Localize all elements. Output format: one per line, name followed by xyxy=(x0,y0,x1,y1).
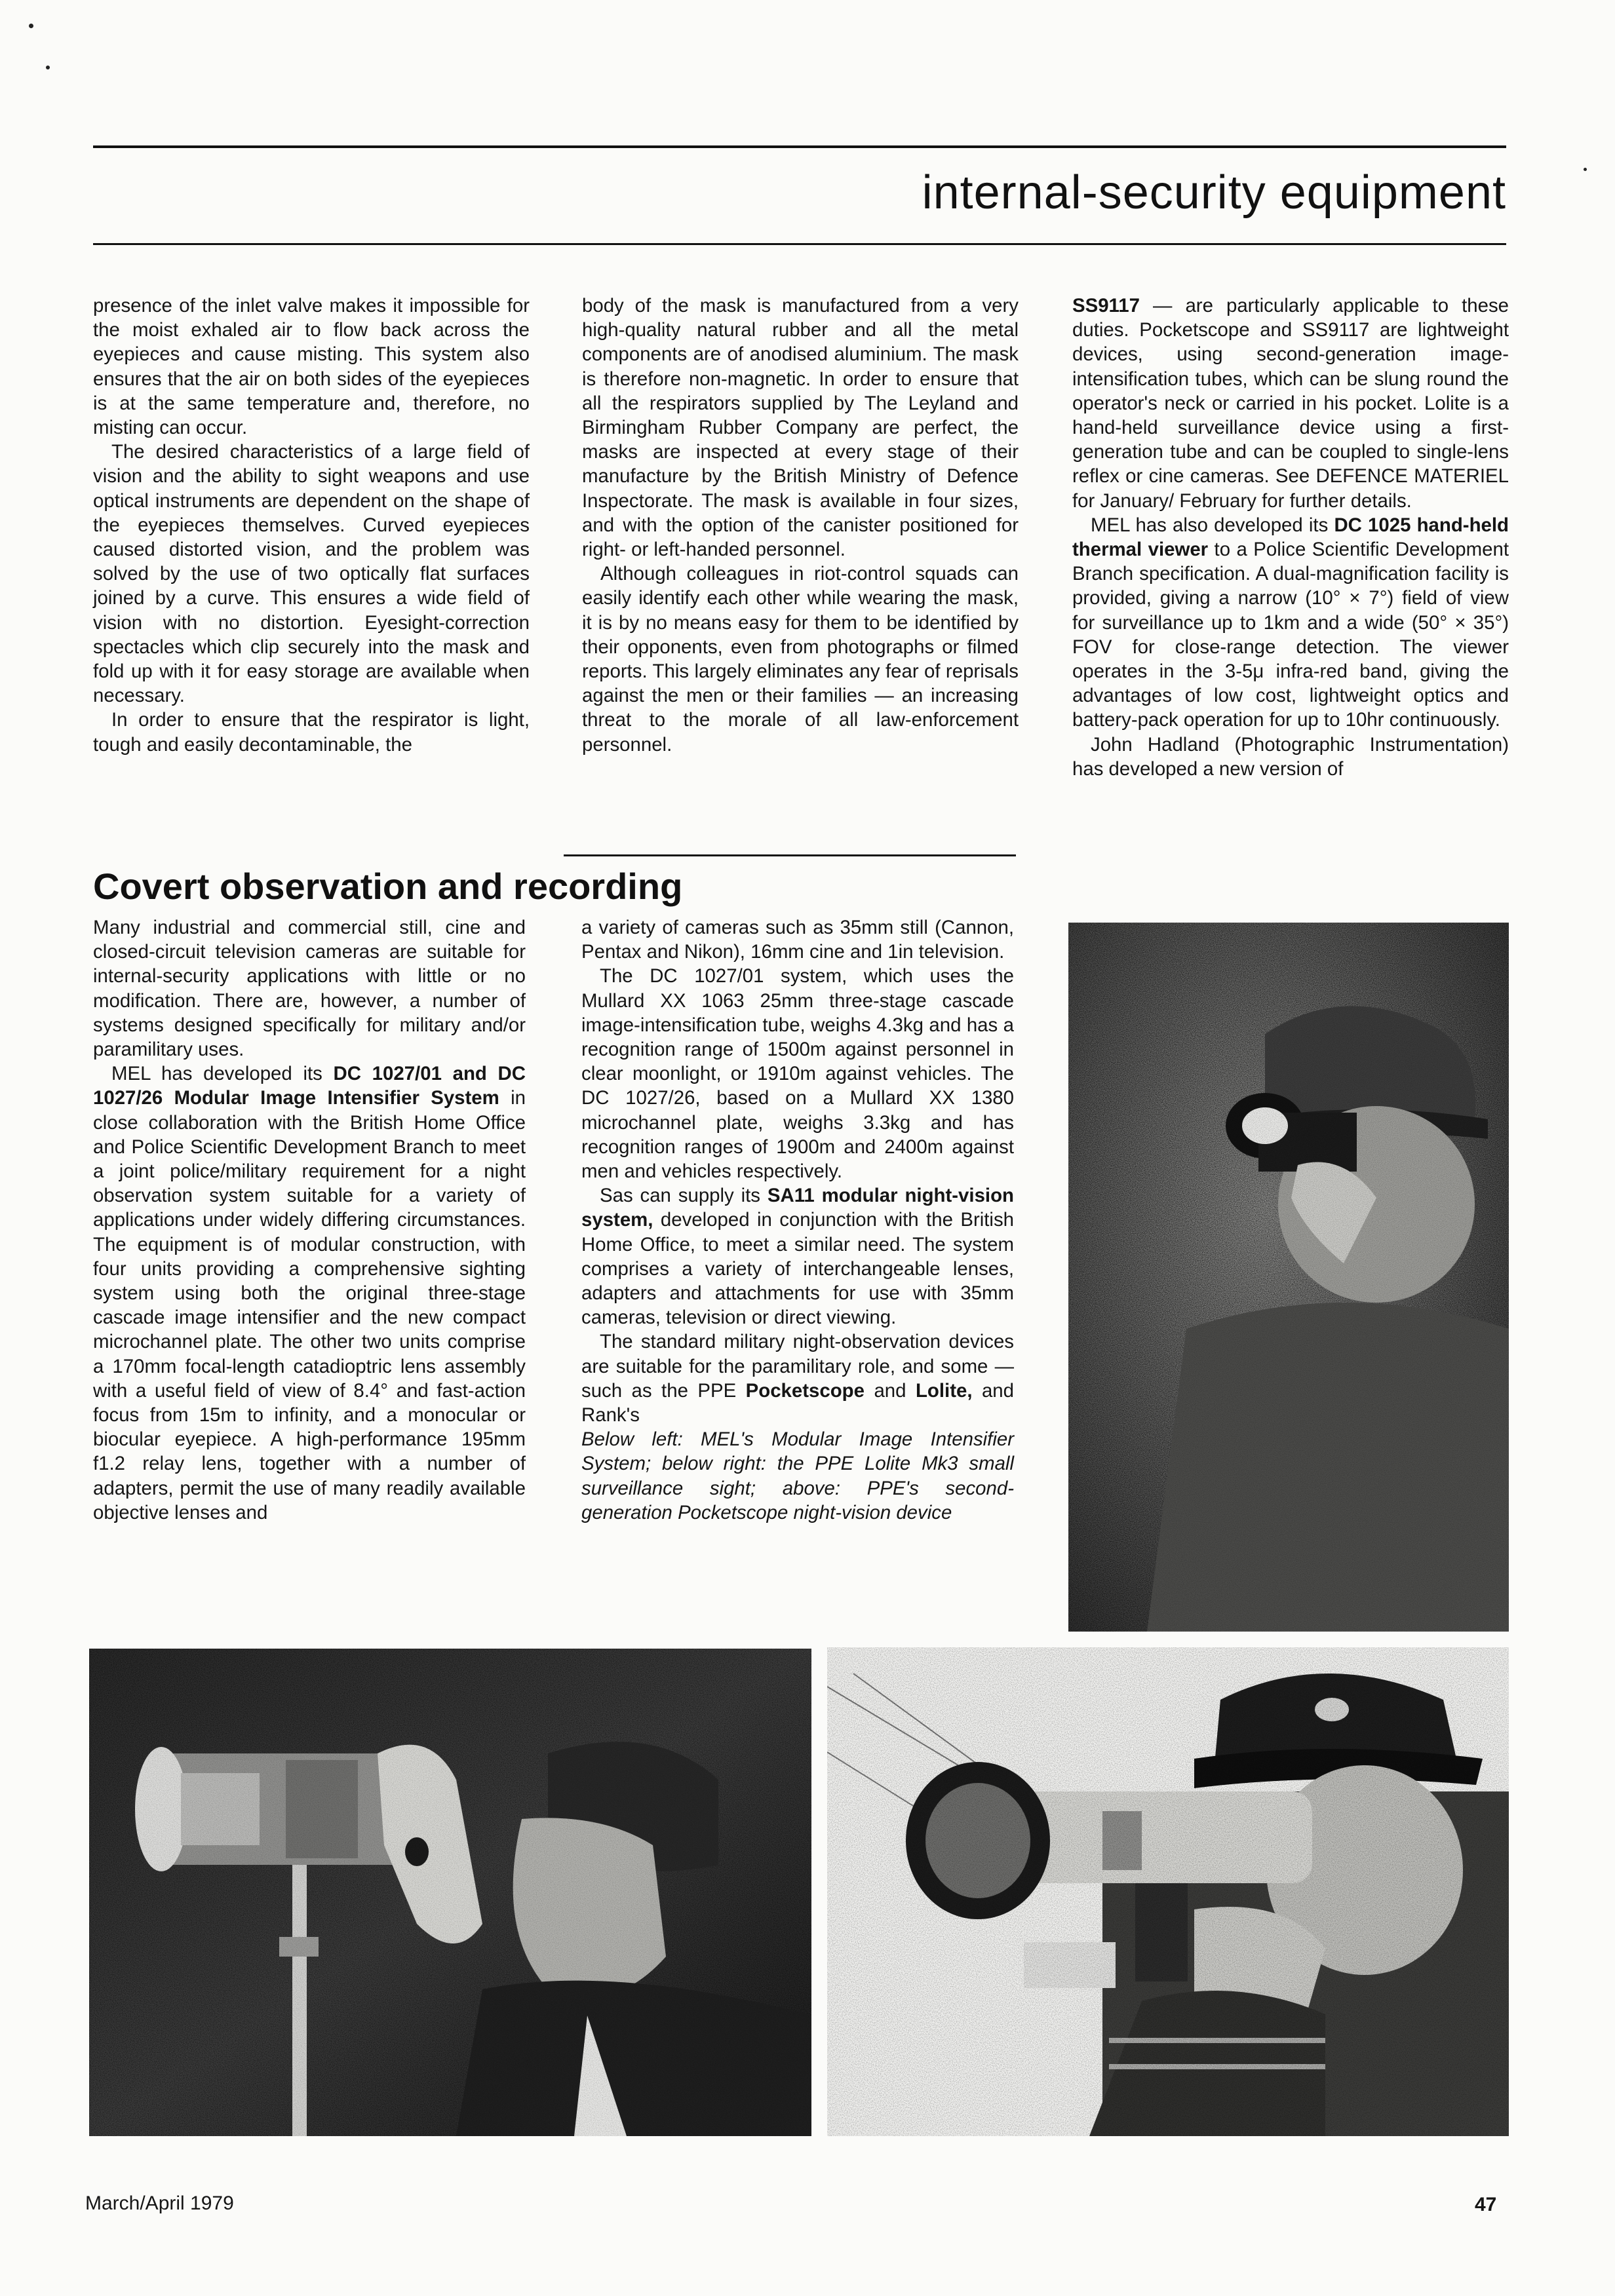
pocketscope-photo xyxy=(1068,923,1509,1632)
paragraph-text: developed in conjunction with the British Home Office, to meet a similar need. The system comprises a variety of interchangeable lenses, adapters and attachments for use with 35mm cameras, television or direct viewing. xyxy=(581,1209,1014,1329)
paragraph-text: and Rank's xyxy=(581,1379,1015,1426)
paragraph xyxy=(93,1062,526,1525)
page-number: 47 xyxy=(1475,2194,1497,2215)
product-name: Pocketscope xyxy=(745,1379,865,1402)
mel-intensifier-photo xyxy=(89,1649,811,2136)
covert-column-1 xyxy=(93,915,526,1525)
paragraph-text: MEL has developed its xyxy=(111,1063,334,1085)
paragraph: Many industrial and commercial still, cine and closed-circuit television cameras are suitable for internal-security applications with little or no modification. There are, however, a number of systems designed specifically for military and/or paramilitary uses. xyxy=(93,917,526,1061)
paragraph: John Hadland (Photographic Instrumentation) has developed a new version of xyxy=(1072,733,1509,780)
paragraph: presence of the inlet valve makes it impossible for the moist exhaled air to flow back across the eyepieces and cause misting. This system also ensures that the air on both sides of the eyepieces is at the same temperature and, therefore, no misting can occur. xyxy=(93,295,530,439)
paragraph-text: in close collaboration with the British Home Office and Police Scientific Development Branch to meet a joint police/military requirement for a night observation system suitable for a variety of applications under widely differing circumstances. The equipment is of modular construction, with four units providing a comprehensive sighting system using both the original three-stage cascade image intensifier and the new compact microchannel plate. The other two units comprise a 170mm focal-length catadioptric lens assembly with a useful field of view of 8.4° and fast-action focus from 15m to infinity, and a monocular or biocular eyepiece. A high-performance 195mm f1.2 relay lens, together with a number of adapters, permit the use of many readily available objective lenses and xyxy=(93,1087,526,1523)
paragraph-text: The standard military night-observation devices are suitable for the paramilitary role, and some — such as the PPE xyxy=(581,1331,1014,1402)
article-column-1 xyxy=(93,294,530,757)
header-rule-bottom xyxy=(93,243,1506,245)
lolite-photo xyxy=(827,1647,1509,2136)
paragraph: The desired characteristics of a large field of vision and the ability to sight weapons and use optical instruments are dependent on the shape of the eyepieces themselves. Curved eyepieces caused distorted vision, and the problem was solved by the use of two optically flat surfaces joined by a curve. This ensures a wide field of vision with no distortion. Eyesight-correction spectacles which clip securely into the mask and fold up with it for easy storage are available when necessary. xyxy=(93,441,530,707)
paragraph: The DC 1027/01 system, which uses the Mullard XX 1063 25mm three-stage cascade image-intensification tube, weighs 4.3kg and has a recognition range of 1500m against personnel in clear moonlight, or 1910m against vehicles. The DC 1027/26, based on a Mullard XX 1380 microchannel plate, weighs 3.3kg and has recognition ranges of 1900m and 2400m against men and vehicles respectively. xyxy=(581,965,1014,1183)
paragraph-text: MEL has also developed its xyxy=(1091,514,1334,536)
header-rule-top xyxy=(93,145,1506,148)
product-name: SA11 modular night-vision system, xyxy=(581,1185,1014,1231)
paragraph: body of the mask is manufactured from a very high-quality natural rubber and all the metal components are of anodised aluminium. The mask is therefore non-magnetic. In order to ensure that all the respirators supplied by The Leyland and Birmingham Rubber Company are perfect, the masks are inspected at every stage of their manufacture by the British Ministry of Defence Inspectorate. The mask is available in four sizes, and with the option of the canister positioned for right- or left-handed personnel. xyxy=(582,295,1019,561)
paragraph: Although colleagues in riot-control squads can easily identify each other while wearing the mask, it is by no means easy for them to be identified by their opponents, even from photographs or filmed reports. This largely eliminates any fear of reprisals against the men or their families — an increasing threat to the morale of all law-enforcement personnel. xyxy=(582,563,1019,756)
product-name: SS9117 xyxy=(1072,295,1140,316)
product-name: DC 1025 hand-held thermal viewer xyxy=(1072,514,1509,561)
issue-date: March/April 1979 xyxy=(85,2192,234,2214)
paragraph: a variety of cameras such as 35mm still (Cannon, Pentax and Nikon), 16mm cine and 1in television. xyxy=(581,917,1014,963)
article-column-2 xyxy=(582,294,1019,757)
paragraph xyxy=(581,1330,1014,1427)
paragraph-text: and xyxy=(864,1379,916,1402)
paragraph-text: — are particularly applicable to these duties. Pocketscope and SS9117 are lightweight devices, using second-generation image-intensification tubes, which can be slung round the operator's neck or carried in his pocket. Lolite is a hand-held surveillance device using a first-generation tube and can be coupled to single-lens reflex or cine cameras. See DEFENCE MATERIEL for January/ February for further details. xyxy=(1072,295,1509,512)
photo-caption: Below left: MEL's Modular Image Intensifier System; below right: the PPE Lolite Mk3 small surveillance sight; above: PPE's second-generation Pocketscope night-vision device xyxy=(581,1428,1014,1523)
article-headline: Covert observation and recording xyxy=(93,866,683,907)
section-title: internal-security equipment xyxy=(922,166,1506,219)
print-speck xyxy=(29,24,33,28)
paragraph-text: to a Police Scientific Development Branch specification. A dual-magnification facility is provided, giving a narrow (10° × 7°) field of view for surveillance up to 1km and a wide (50° × 35°) FOV for close-range detection. The viewer operates in the 3-5μ infra-red band, giving the advantages of low cost, lightweight optics and battery-pack operation for up to 10hr continuously. xyxy=(1072,539,1509,731)
print-speck xyxy=(46,66,50,69)
paragraph xyxy=(581,1183,1014,1330)
article-column-3 xyxy=(1072,294,1509,781)
section-divider xyxy=(564,854,1016,856)
paragraph xyxy=(1072,513,1509,733)
paragraph: In order to ensure that the respirator is light, tough and easily decontaminable, the xyxy=(93,709,530,756)
print-speck xyxy=(1584,168,1587,171)
paragraph-text: Sas can supply its xyxy=(600,1185,768,1207)
covert-column-2 xyxy=(581,915,1014,1525)
paragraph xyxy=(1072,294,1509,513)
product-name: Lolite, xyxy=(915,1379,973,1402)
product-name: DC 1027/01 and DC 1027/26 Modular Image Intensifier System xyxy=(93,1063,526,1109)
